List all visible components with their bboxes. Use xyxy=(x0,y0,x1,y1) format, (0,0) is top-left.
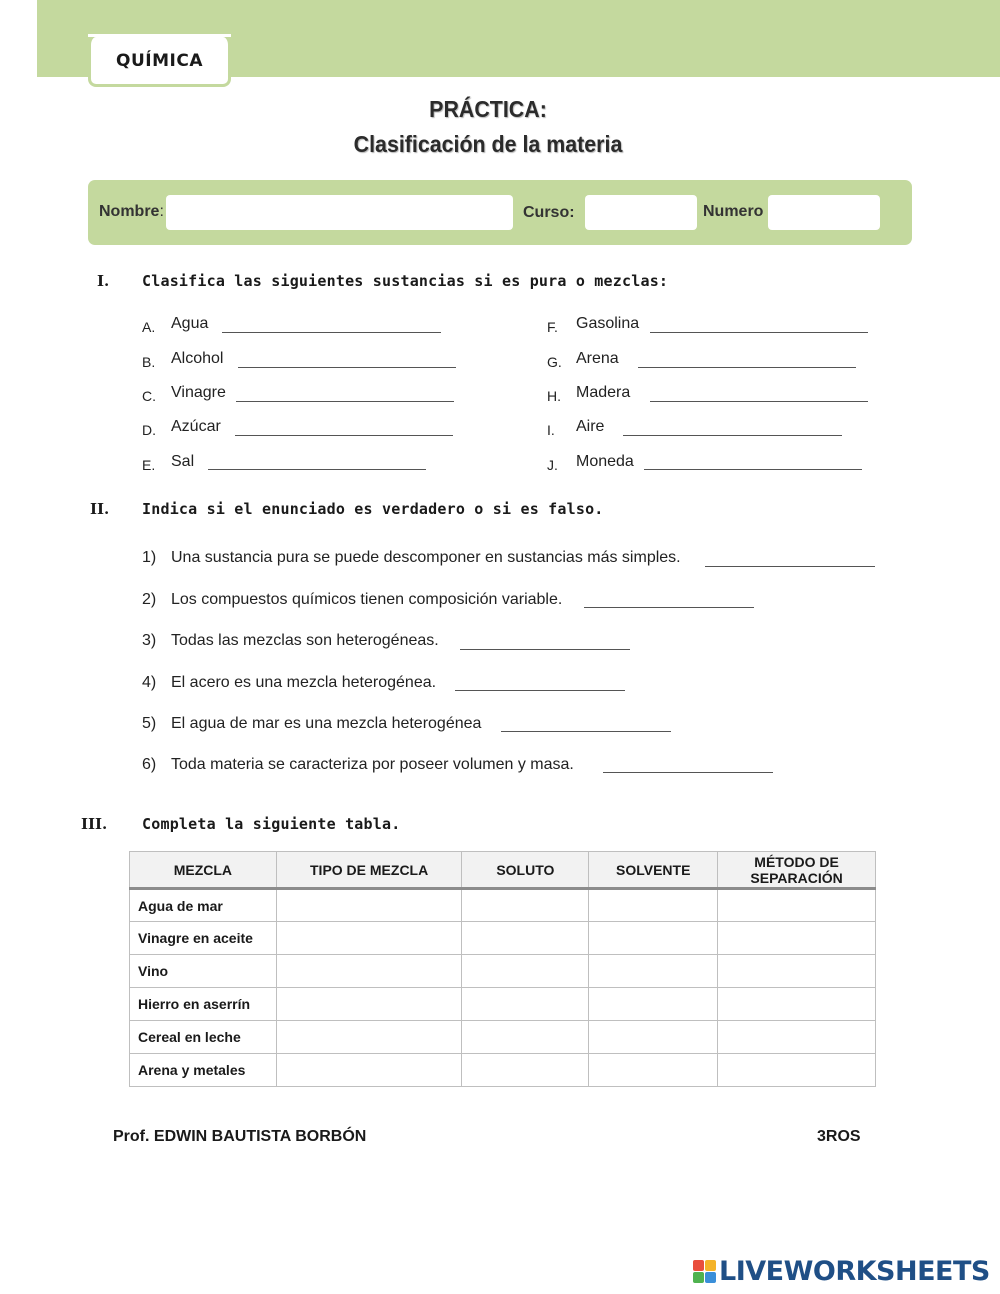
grade-label: 3ROS xyxy=(817,1128,861,1145)
answer-cell[interactable] xyxy=(462,922,589,955)
answer-cell[interactable] xyxy=(462,1054,589,1087)
answer-cell[interactable] xyxy=(718,988,876,1021)
answer-line[interactable] xyxy=(238,367,456,368)
course-field[interactable] xyxy=(585,195,697,230)
course-label: Curso: xyxy=(523,204,575,221)
subject-label: QUÍMICA xyxy=(116,50,203,71)
table-header: TIPO DE MEZCLA xyxy=(276,852,462,889)
subject-tab xyxy=(88,37,231,87)
answer-line[interactable] xyxy=(644,469,862,470)
answer-cell[interactable] xyxy=(589,1021,718,1054)
answer-cell[interactable] xyxy=(718,922,876,955)
answer-line[interactable] xyxy=(222,332,441,333)
statement: 1) Una sustancia pura se puede descomponer en sustancias más simples. xyxy=(142,549,681,566)
answer-line[interactable] xyxy=(208,469,426,470)
answer-line[interactable] xyxy=(650,332,868,333)
name-field[interactable] xyxy=(166,195,513,230)
logo-tile xyxy=(693,1260,704,1271)
table-header: SOLVENTE xyxy=(589,852,718,889)
statement: 4) El acero es una mezcla heterogénea. xyxy=(142,674,437,691)
answer-line[interactable] xyxy=(603,772,773,773)
section-2-number: II. xyxy=(90,500,110,518)
section-2-title: Indica si el enunciado es verdadero o si es falso. xyxy=(142,500,604,518)
logo-tile xyxy=(693,1272,704,1283)
name-label: Nombre: xyxy=(99,203,164,220)
section-1-number: I. xyxy=(97,272,110,290)
table-row xyxy=(130,1021,876,1054)
answer-line[interactable] xyxy=(650,401,868,402)
table-row xyxy=(130,955,876,988)
answer-cell[interactable] xyxy=(276,1021,462,1054)
number-field[interactable] xyxy=(768,195,880,230)
answer-cell[interactable] xyxy=(276,955,462,988)
teacher-name: Prof. EDWIN BAUTISTA BORBÓN xyxy=(113,1128,367,1145)
answer-cell[interactable] xyxy=(589,1054,718,1087)
section-3-number: III. xyxy=(81,815,108,833)
table-row xyxy=(130,922,876,955)
section-3-title: Completa la siguiente tabla. xyxy=(142,815,401,833)
answer-line[interactable] xyxy=(236,401,454,402)
answer-cell[interactable] xyxy=(276,1054,462,1087)
answer-cell[interactable] xyxy=(462,988,589,1021)
mixture-cell: Agua de mar xyxy=(130,889,277,922)
answer-cell[interactable] xyxy=(462,955,589,988)
answer-line[interactable] xyxy=(638,367,856,368)
mixture-cell: Vinagre en aceite xyxy=(130,922,277,955)
answer-line[interactable] xyxy=(623,435,842,436)
table-header: MEZCLA xyxy=(130,852,277,889)
answer-cell[interactable] xyxy=(462,1021,589,1054)
page-subtitle: Clasificación de la materia xyxy=(353,131,623,157)
answer-cell[interactable] xyxy=(589,889,718,922)
answer-cell[interactable] xyxy=(462,889,589,922)
statement: 3) Todas las mezclas son heterogéneas. xyxy=(142,632,439,649)
liveworksheets-logo xyxy=(693,1256,990,1287)
answer-cell[interactable] xyxy=(718,955,876,988)
table-row xyxy=(130,1054,876,1087)
logo-tile xyxy=(705,1260,716,1271)
table-header: MÉTODO DE SEPARACIÓN xyxy=(718,852,876,889)
answer-line[interactable] xyxy=(584,607,754,608)
mixture-cell: Arena y metales xyxy=(130,1054,277,1087)
answer-line[interactable] xyxy=(455,690,625,691)
table-header-row xyxy=(130,852,876,889)
answer-cell[interactable] xyxy=(276,889,462,922)
mixture-cell: Cereal en leche xyxy=(130,1021,277,1054)
section-1-title: Clasifica las siguientes sustancias si es pura o mezclas: xyxy=(142,272,669,290)
answer-cell[interactable] xyxy=(718,1054,876,1087)
table-row xyxy=(130,988,876,1021)
answer-cell[interactable] xyxy=(276,922,462,955)
logo-tile xyxy=(705,1272,716,1283)
statement: 5) El agua de mar es una mezcla heterogénea xyxy=(142,715,482,732)
answer-line[interactable] xyxy=(235,435,453,436)
number-label: Numero xyxy=(703,203,764,220)
statement: 2) Los compuestos químicos tienen composición variable. xyxy=(142,591,563,608)
answer-cell[interactable] xyxy=(276,988,462,1021)
answer-cell[interactable] xyxy=(589,988,718,1021)
answer-cell[interactable] xyxy=(589,955,718,988)
table-row xyxy=(130,889,876,922)
statement: 6) Toda materia se caracteriza por poseer volumen y masa. xyxy=(142,756,574,773)
answer-line[interactable] xyxy=(501,731,671,732)
answer-cell[interactable] xyxy=(718,1021,876,1054)
table-header: SOLUTO xyxy=(462,852,589,889)
answer-line[interactable] xyxy=(460,649,630,650)
answer-line[interactable] xyxy=(705,566,875,567)
page-title: PRÁCTICA: xyxy=(429,96,547,122)
logo-text: LIVEWORKSHEETS xyxy=(719,1256,990,1287)
logo-tiles-icon xyxy=(693,1260,716,1283)
mixture-cell: Hierro en aserrín xyxy=(130,988,277,1021)
answer-cell[interactable] xyxy=(589,922,718,955)
mixtures-table xyxy=(129,851,876,1087)
answer-cell[interactable] xyxy=(718,889,876,922)
mixture-cell: Vino xyxy=(130,955,277,988)
